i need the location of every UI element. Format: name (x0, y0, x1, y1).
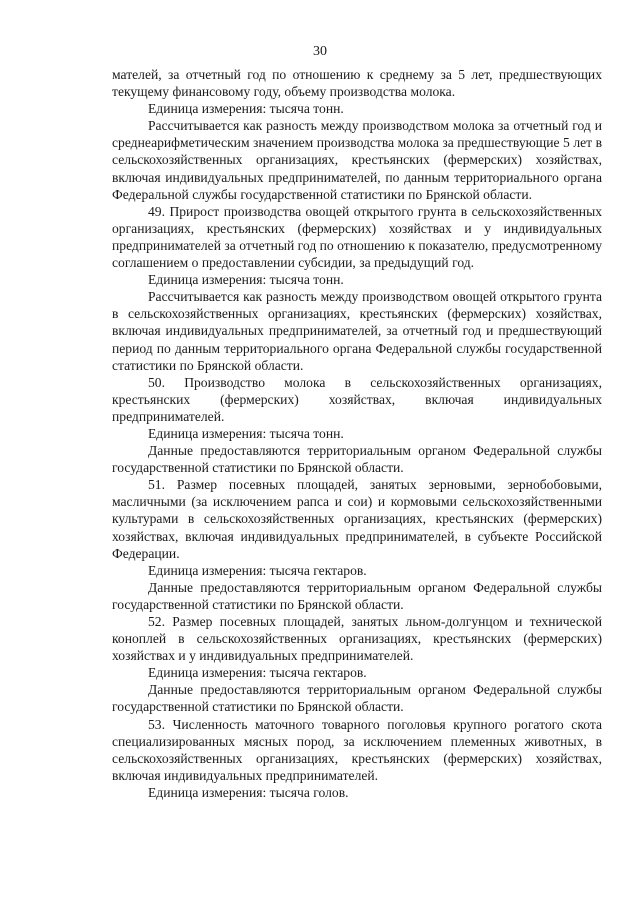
paragraph: мателей, за отчетный год по отношению к среднему за 5 лет, предшествующих текущему финансовому году, объему производства молока. (112, 67, 602, 100)
paragraph: 50. Производство молока в сельскохозяйственных организациях, крестьянских (фермерских) хозяйствах, включая индивидуальных предпринимателей. (112, 374, 602, 424)
paragraph: 51. Размер посевных площадей, занятых зерновыми, зернобобовыми, масличными (за исключением рапса и сои) и кормовыми сельскохозяйственными культурами в сельскохозяйственных организациях, крестьянских (фермерских) хозяйствах, включая индивидуальных предпринимателей, в субъекте Российской Федерации. (112, 477, 602, 561)
paragraph: Единица измерения: тысяча гектаров. (148, 562, 367, 578)
paragraph: 52. Размер посевных площадей, занятых льном-долгунцом и технической коноплей в сельскохозяйственных организациях, крестьянских (фермерских) хозяйствах и у индивидуальных предпринимателей. (112, 614, 602, 664)
paragraph: Единица измерения: тысяча тонн. (148, 272, 344, 288)
paragraph: Рассчитывается как разность между производством молока за отчетный год и среднеарифметическим значением производства молока за предшествующие 5 лет в сельскохозяйственных организациях, крестьянских (фермерских) хозяйствах, включая индивидуальных предпринимателей, по данным территориального органа Федеральной службы государственной статистики по Брянской области. (112, 118, 602, 202)
paragraph: Единица измерения: тысяча гектаров. (148, 665, 367, 681)
paragraph: Данные предоставляются территориальным органом Федеральной службы государственной статистики по Брянской области. (112, 443, 602, 476)
paragraph: Данные предоставляются территориальным органом Федеральной службы государственной статистики по Брянской области. (112, 682, 602, 715)
paragraph: Единица измерения: тысяча тонн. (148, 101, 344, 117)
paragraph: Данные предоставляются территориальным органом Федеральной службы государственной статистики по Брянской области. (112, 579, 602, 612)
paragraph: Рассчитывается как разность между производством овощей открытого грунта в сельскохозяйственных организациях, крестьянских (фермерских) хозяйствах, включая индивидуальных предпринимателей, за отчетный год и предшествующий период по данным территориального органа Федеральной службы государственной статистики по Брянской области. (112, 289, 602, 373)
paragraph: Единица измерения: тысяча голов. (148, 784, 349, 800)
paragraph: Единица измерения: тысяча тонн. (148, 425, 344, 441)
paragraph: 49. Прирост производства овощей открытого грунта в сельскохозяйственных организациях, крестьянских (фермерских) хозяйствах и у индивидуальных предпринимателей за отчетный год по отношению к показателю, предусмотренному соглашением о предоставлении субсидии, за предыдущий год. (112, 203, 602, 271)
document-body (112, 66, 602, 801)
page-number: 30 (313, 44, 327, 59)
paragraph: 53. Численность маточного товарного поголовья крупного рогатого скота специализированных мясных пород, за исключением племенных животных, в сельскохозяйственных организациях, крестьянских (фермерских) хозяйствах, включая индивидуальных предпринимателей. (112, 716, 602, 783)
